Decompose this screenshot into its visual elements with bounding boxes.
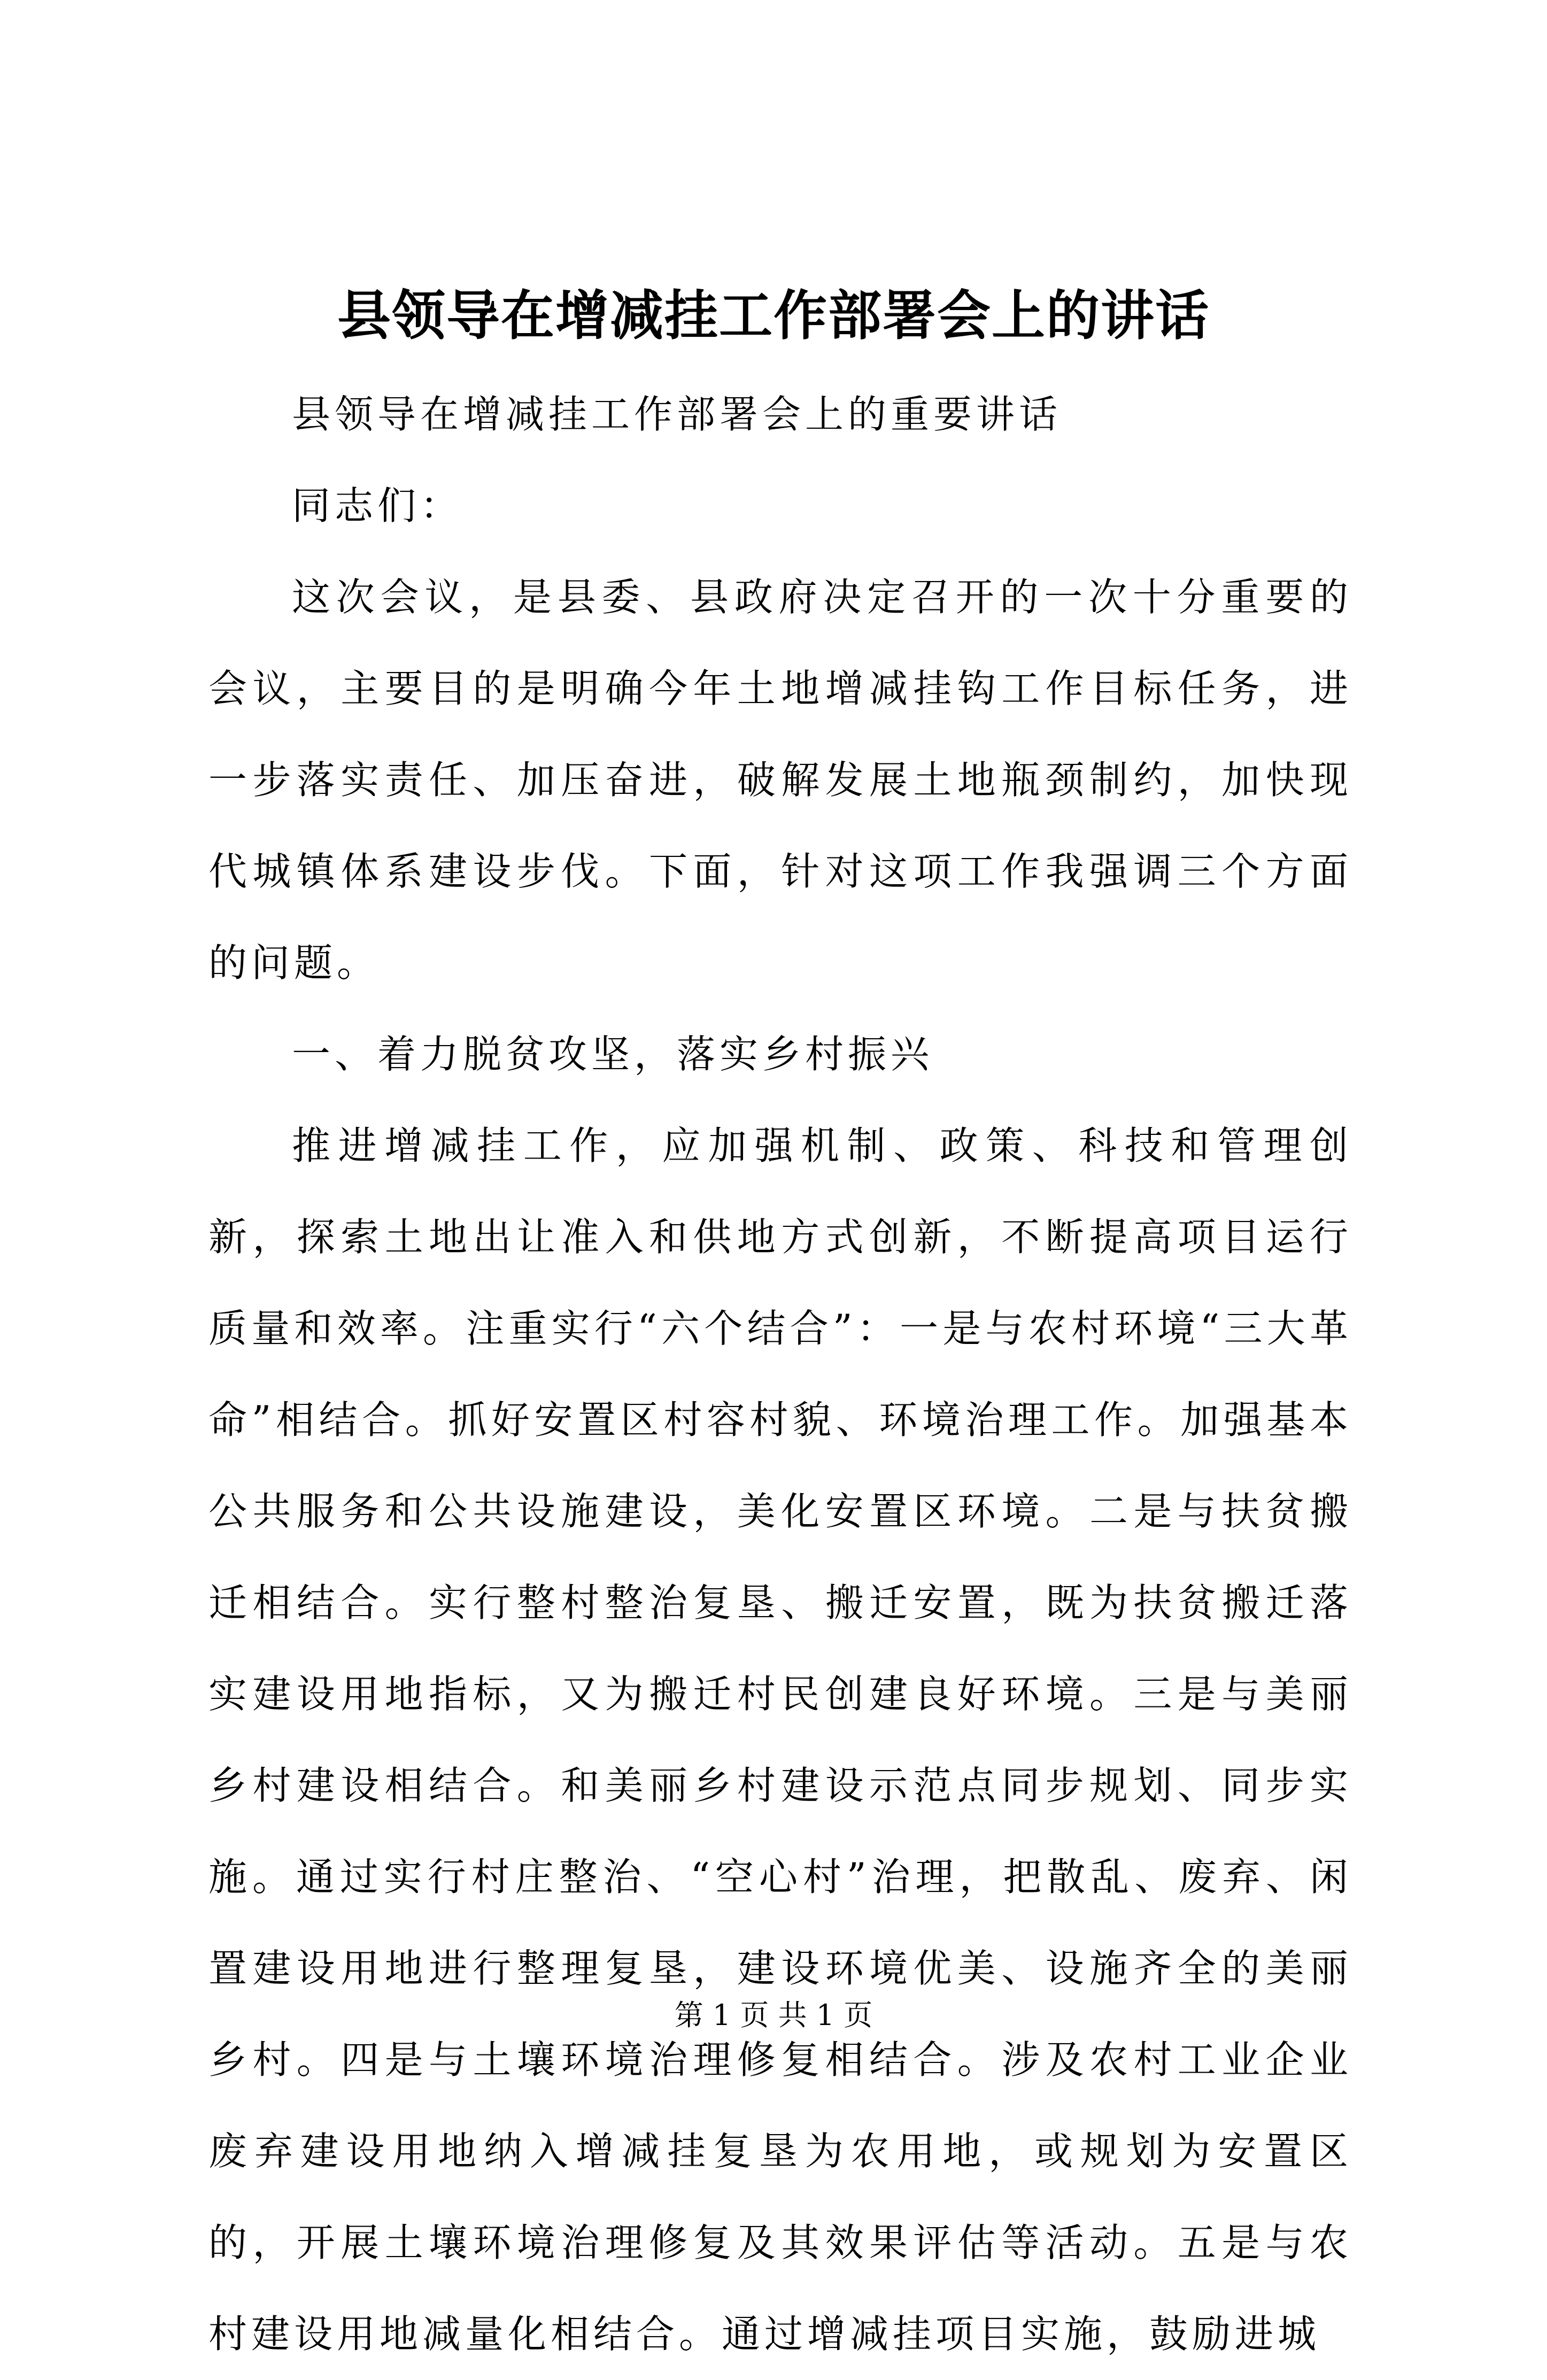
section-heading: 一、着力脱贫攻坚，落实乡村振兴 (292, 1032, 934, 1077)
page-footer: 第 1 页 共 1 页 (674, 1998, 873, 2032)
document-body (208, 369, 1352, 2380)
document-title: 县领导在增减挂工作部署会上的讲话 (337, 284, 1210, 347)
subtitle-paragraph: 县领导在增减挂工作部署会上的重要讲话 (292, 392, 1062, 437)
salutation-paragraph: 同志们： (292, 483, 463, 528)
intro-paragraph: 这次会议，是县委、县政府决定召开的一次十分重要的会议，主要目的是明确今年土地增减挂钩工作目标任务，进一步落实责任、加压奋进，破解发展土地瓶颈制约，加快现代城镇体系建设步伐。下面，针对这项工作我强调三个方面的问题。 (208, 575, 1352, 985)
body-paragraph: 推进增减挂工作，应加强机制、政策、科技和管理创新，探索土地出让准入和供地方式创新，不断提高项目运行质量和效率。注重实行“六个结合”：一是与农村环境“三大革命”相结合。抓好安置区村容村貌、环境治理工作。加强基本公共服务和公共设施建设，美化安置区环境。二是与扶贫搬迁相结合。实行整村整治复垦、搬迁安置，既为扶贫搬迁落实建设用地指标，又为搬迁村民创建良好环境。三是与美丽乡村建设相结合。和美丽乡村建设示范点同步规划、同步实施。通过实行村庄整治、“空心村”治理，把散乱、废弃、闲置建设用地进行整理复垦，建设环境优美、设施齐全的美丽乡村。四是与土壤环境治理修复相结合。涉及农村工业企业废弃建设用地纳入增减挂复垦为农用地，或规划为安置区的，开展土壤环境治理修复及其效果评估等活动。五是与农村建设用地减量化相结合。通过增减挂项目实施，鼓励进城 (208, 1123, 1352, 2356)
